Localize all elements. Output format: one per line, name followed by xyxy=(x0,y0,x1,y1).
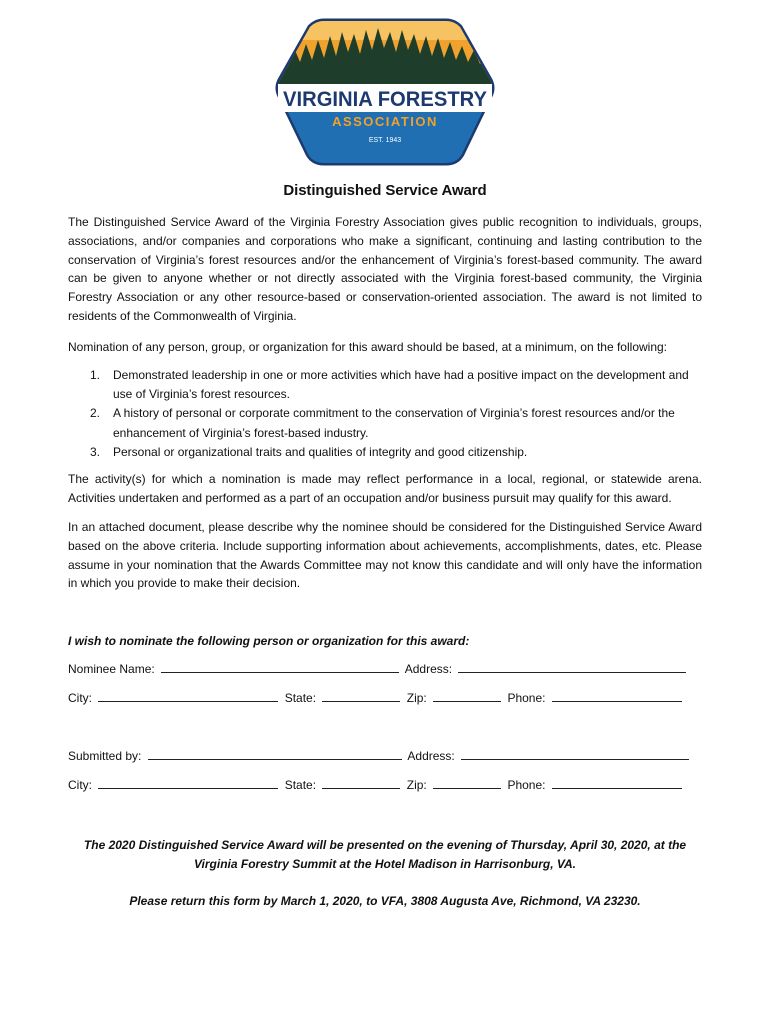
criteria-text: A history of personal or corporate commitment to the conservation of Virginia’s forest resources and/or the enhancement of Virginia’s forest-based industry. xyxy=(113,406,675,440)
submitted-by-row xyxy=(68,748,692,763)
nominee-address-field[interactable] xyxy=(458,661,686,673)
logo-established: EST. 1943 xyxy=(368,137,402,144)
nomination-basis-text: Nomination of any person, group, or organization for this award should be based, at a minimum, on the following: xyxy=(68,340,668,354)
submitter-zip-field[interactable] xyxy=(433,777,501,789)
logo-association: ASSOCIATION xyxy=(332,114,438,129)
presentation-note xyxy=(0,836,770,874)
return-note: Please return this form by March 1, 2020, to VFA, 3808 Augusta Ave, Richmond, VA 23230. xyxy=(129,894,641,908)
nominee-state-field[interactable] xyxy=(322,690,400,702)
nominee-name-row xyxy=(68,661,689,676)
submitter-state-label: State: xyxy=(284,778,317,792)
intro-paragraph: The Distinguished Service Award of the Virginia Forestry Association gives public recognition to individuals, groups, associations, and/or companies and corporations who make a significant, continuing and lasting contribution to the conservation of Virginia’s forest resources and/or the enhancement of Virginia’s forest-based community. The award can be given to anyone whether or not directly associated with the Virginia forest-based community, the Virginia Forestry Association or any other resource-based or conservation-oriented association. The award is not limited to residents of the Commonwealth of Virginia. xyxy=(68,215,702,323)
nominee-city-label: City: xyxy=(68,691,92,705)
submitter-location-row xyxy=(68,777,685,792)
criteria-item xyxy=(68,404,702,442)
attached-document-paragraph: In an attached document, please describe why the nominee should be considered for the Distinguished Service Award based on the above criteria. Include supporting information about achievements, accomplishments, dates, etc. Please assume in your nomination that the Awards Committee may not know this candidate and will only have the information in which you provide to make their decision. xyxy=(68,520,702,591)
nominate-heading: I wish to nominate the following person or organization for this award: xyxy=(68,634,470,648)
nominee-zip-field[interactable] xyxy=(433,690,501,702)
presentation-line-1: The 2020 Distinguished Service Award will be presented on the evening of Thursday, April 30, 2020, at the xyxy=(83,838,687,852)
criteria-text: Demonstrated leadership in one or more activities which have had a positive impact on the development and use of Virginia’s forest resources. xyxy=(113,368,689,402)
criteria-number: 3. xyxy=(90,444,101,459)
nominee-city-field[interactable] xyxy=(98,690,278,702)
criteria-text: Personal or organizational traits and qualities of integrity and good citizenship. xyxy=(113,444,528,459)
submitter-zip-label: Zip: xyxy=(406,778,427,792)
submitted-by-label: Submitted by: xyxy=(68,749,142,763)
nominee-address-label: Address: xyxy=(404,662,453,676)
submitter-phone-field[interactable] xyxy=(552,777,682,789)
submitter-phone-label: Phone: xyxy=(507,778,546,792)
submitter-state-field[interactable] xyxy=(322,777,400,789)
activities-paragraph: The activity(s) for which a nomination is made may reflect performance in a local, regional, or statewide arena. Activities undertaken and performed as a part of an occupation and/or business pursuit may qualify for this award. xyxy=(68,472,702,505)
nominee-zip-label: Zip: xyxy=(406,691,427,705)
submitter-address-field[interactable] xyxy=(461,748,689,760)
nominee-location-row xyxy=(68,690,685,705)
submitter-city-label: City: xyxy=(68,778,92,792)
criteria-item xyxy=(68,443,702,462)
submitter-address-label: Address: xyxy=(407,749,455,763)
nominee-phone-label: Phone: xyxy=(507,691,546,705)
nominee-state-label: State: xyxy=(284,691,317,705)
criteria-number: 2. xyxy=(90,406,101,421)
submitter-city-field[interactable] xyxy=(98,777,278,789)
nominee-name-label: Nominee Name: xyxy=(68,662,155,676)
virginia-forestry-association-logo xyxy=(272,18,498,168)
logo-wordmark: VIRGINIA FORESTRY xyxy=(283,88,487,111)
nominee-phone-field[interactable] xyxy=(552,690,682,702)
criteria-list xyxy=(68,366,702,462)
criteria-item xyxy=(68,366,702,404)
submitted-by-field[interactable] xyxy=(148,748,402,760)
presentation-line-2: Virginia Forestry Summit at the Hotel Madison in Harrisonburg, VA. xyxy=(193,857,577,871)
criteria-number: 1. xyxy=(90,368,101,382)
page-title: Distinguished Service Award xyxy=(283,182,487,199)
nominee-name-field[interactable] xyxy=(161,661,399,673)
